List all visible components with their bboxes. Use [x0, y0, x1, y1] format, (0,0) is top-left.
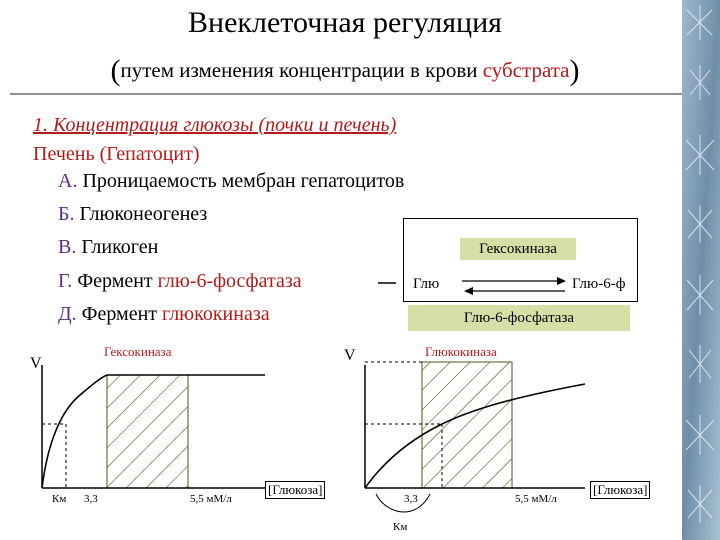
- km-tick-label: Км: [52, 493, 67, 505]
- glucose-label: Глю: [413, 276, 440, 292]
- hexokinase-graph-label: Гексокиназа: [104, 344, 172, 359]
- list-item-text: Гликоген: [76, 236, 159, 258]
- list-item-letter: Д.: [58, 303, 77, 325]
- list-item-highlight: глю-6-фосфатаза: [157, 270, 302, 292]
- list-item-text: Глюконеогенез: [74, 203, 208, 225]
- list-item-letter: Б.: [58, 203, 75, 225]
- list-item-highlight: глюкокиназа: [162, 303, 270, 325]
- list-item-text: Фермент: [76, 303, 163, 325]
- tick-label-5-5: 5,5 мМ/л: [515, 493, 557, 505]
- list-item-text: Проницаемость мембран гепатоцитов: [77, 170, 405, 192]
- tick-label-3-3: 3,3: [404, 493, 418, 505]
- x-axis-label: [Глюкоза]: [590, 481, 650, 499]
- glucose-6-phosphatase-box: Глю-6-фосфатаза: [408, 305, 630, 331]
- slide-title: Внеклеточная регуляция: [188, 6, 502, 39]
- hexokinase-graph: [42, 365, 265, 488]
- section-heading: 1. Концентрация глюкозы (почки и печень): [33, 114, 397, 136]
- list-item-text: Фермент: [72, 270, 158, 292]
- hexokinase-box: Гексокиназа: [460, 238, 576, 260]
- y-axis-label: V: [30, 355, 42, 372]
- physiological-range-hatch: [107, 375, 188, 488]
- subtitle-highlight: субстрата: [482, 58, 570, 82]
- tick-label-3-3: 3,3: [84, 493, 98, 505]
- subtitle-close-paren: ): [569, 54, 580, 87]
- glucokinase-graph-label: Глюкокиназа: [425, 344, 497, 359]
- physiological-range-hatch: [422, 362, 512, 488]
- list-item-letter: Г.: [58, 270, 73, 292]
- y-axis-label: V: [344, 347, 356, 364]
- liver-heading: Печень (Гепатоцит): [33, 143, 200, 165]
- list-item-letter: В.: [58, 236, 77, 258]
- km-brace: [376, 494, 430, 512]
- glucose-6-phosphate-label: Глю-6-ф: [572, 276, 626, 292]
- x-axis-label: [Глюкоза]: [265, 481, 325, 499]
- km-tick-label: Км: [393, 521, 408, 533]
- subtitle-text: путем изменения концентрации в крови: [120, 58, 483, 82]
- subtitle-open-paren: (: [110, 54, 121, 87]
- tick-label-5-5: 5,5 мМ/л: [190, 493, 232, 505]
- glucokinase-graph: [365, 362, 585, 512]
- list-item-letter: А.: [58, 170, 78, 192]
